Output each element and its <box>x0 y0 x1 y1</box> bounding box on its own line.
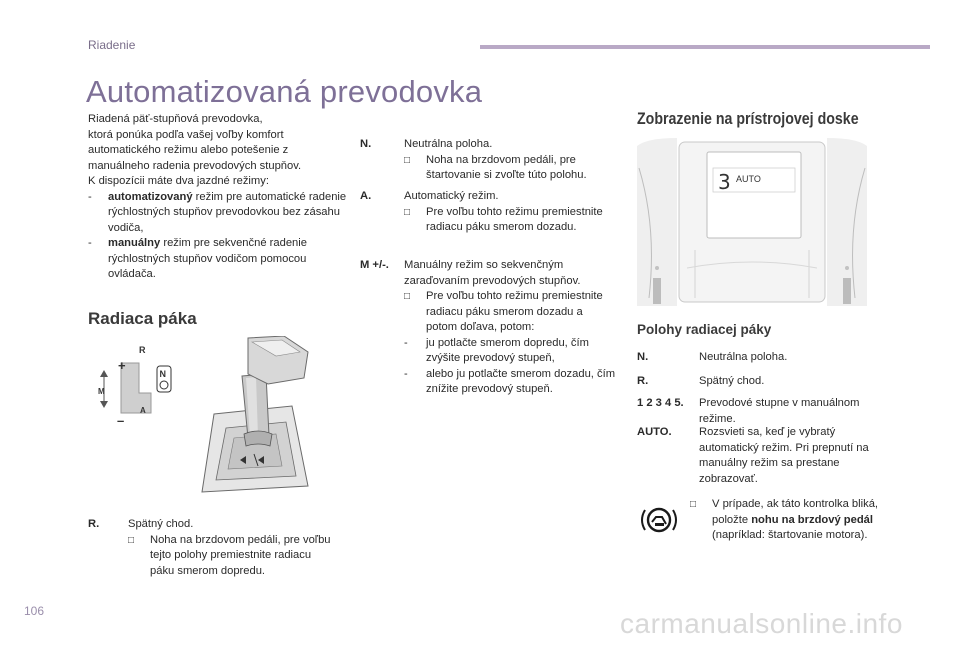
section-label: Riadenie <box>88 38 136 52</box>
def-desc: Manuálny režim so sekvenčným zaraďovaním prevodových stupňov. <box>404 259 581 287</box>
header-bar <box>480 45 930 49</box>
position-desc: Rozsvieti sa, keď je vybratý automatický režim. Pri prepnutí na manuálny režim sa prestane zobrazovať. <box>699 426 869 485</box>
gate-label-plus: + <box>118 358 126 373</box>
warning-text-post: (napríklad: štartovanie motora). <box>712 529 868 541</box>
mode-automatic-text: režim pre automatické radenie rýchlostných stupňov prevodovkou bez zásahu vodiča, <box>108 190 347 234</box>
display-gear-digit: 3 <box>718 170 731 194</box>
instrument-panel-illustration <box>637 138 867 306</box>
def-term: N. <box>360 138 372 150</box>
def-desc: Automatický režim. <box>404 190 499 202</box>
intro-line: Riadená päť-stupňová prevodovka, <box>88 113 263 125</box>
def-term: A. <box>360 190 372 202</box>
mode-manual-text: režim pre sekvenčné radenie rýchlostných stupňov vodičom pomocou ovládača. <box>108 237 307 280</box>
def-desc: Spätný chod. <box>128 518 194 530</box>
def-dash-down: alebo ju potlačte smerom dozadu, čím znížite prevodový stupeň. <box>426 367 616 395</box>
warning-text-bold: nohu na brzdový pedál <box>751 513 874 526</box>
position-term: AUTO. <box>637 426 672 438</box>
def-term: M +/-. <box>360 259 389 271</box>
gate-label-minus: – <box>117 413 125 428</box>
position-term: R. <box>637 375 649 387</box>
gate-label-a: A <box>140 406 146 415</box>
checkbox-icon: □ <box>690 499 697 510</box>
positions-heading: Polohy radiacej páky <box>637 322 772 337</box>
gate-diagram-icon <box>95 343 180 428</box>
page-number: 106 <box>24 604 45 618</box>
gate-label-m: M <box>98 387 105 396</box>
brake-pedal-warning-icon <box>640 505 678 535</box>
position-term: 1 2 3 4 5. <box>637 397 684 409</box>
mode-item-manual: - manuálny režim pre sekvenčné radenie rýchlostných stupňov vodičom pomocou ovládača. <box>88 237 307 280</box>
def-term: R. <box>88 518 100 530</box>
display-auto-label: AUTO <box>736 174 761 184</box>
checkbox-icon: □ <box>404 291 411 302</box>
checkbox-icon: □ <box>128 534 135 546</box>
intro-line: manuálneho radenia prevodových stupňov. <box>88 159 302 172</box>
position-desc: Neutrálna poloha. <box>699 351 788 363</box>
def-sub: Pre voľbu tohto režimu premiestnite radiacu páku smerom dozadu a potom doľava, potom: <box>426 290 603 333</box>
gate-label-r: R <box>139 345 146 355</box>
def-sub: Noha na brzdovom pedáli, pre štartovanie si zvoľte túto polohu. <box>426 153 587 181</box>
intro-paragraph <box>88 112 348 283</box>
def-sub: Pre voľbu tohto režimu premiestnite radiacu páku smerom dozadu. <box>426 205 603 233</box>
checkbox-icon: □ <box>404 154 411 166</box>
gear-lever-illustration <box>196 336 316 496</box>
page-title: Automatizovaná prevodovka <box>86 74 483 109</box>
position-desc: Prevodové stupne v manuálnom režime. <box>699 397 860 425</box>
position-desc: Spätný chod. <box>699 375 765 387</box>
def-desc: Neutrálna poloha. <box>404 138 493 150</box>
mode-item-automatic: - automatizovaný režim pre automatické radenie rýchlostných stupňov prevodovkou bez zásahu vodiča, <box>88 190 347 234</box>
mode-manual-label: manuálny <box>108 237 161 249</box>
warning-text-pre: V prípade, ak táto kontrolka bliká, položte <box>712 498 879 526</box>
def-dash-up: ju potlačte smerom dopredu, čím zvýšite prevodový stupeň, <box>426 336 589 364</box>
intro-line: ktorá ponúka podľa vašej voľby komfort <box>88 128 284 141</box>
intro-line: K dispozícii máte dva jazdné režimy: <box>88 175 269 187</box>
def-sub: Noha na brzdovom pedáli, pre voľbu tejto polohy premiestnite radiacu páku smerom dopredu. <box>150 533 331 577</box>
position-term: N. <box>637 351 649 363</box>
warning-note <box>690 497 890 544</box>
checkbox-icon: □ <box>404 206 411 218</box>
watermark: carmanualsonline.info <box>620 608 903 639</box>
dashboard-heading: Zobrazenie na prístrojovej doske <box>637 110 859 128</box>
mode-automatic-label: automatizovaný <box>108 190 193 203</box>
gate-label-n: N <box>159 369 166 379</box>
intro-line: automatického režimu alebo potešenie z <box>88 144 289 156</box>
lever-heading: Radiaca páka <box>88 309 197 328</box>
